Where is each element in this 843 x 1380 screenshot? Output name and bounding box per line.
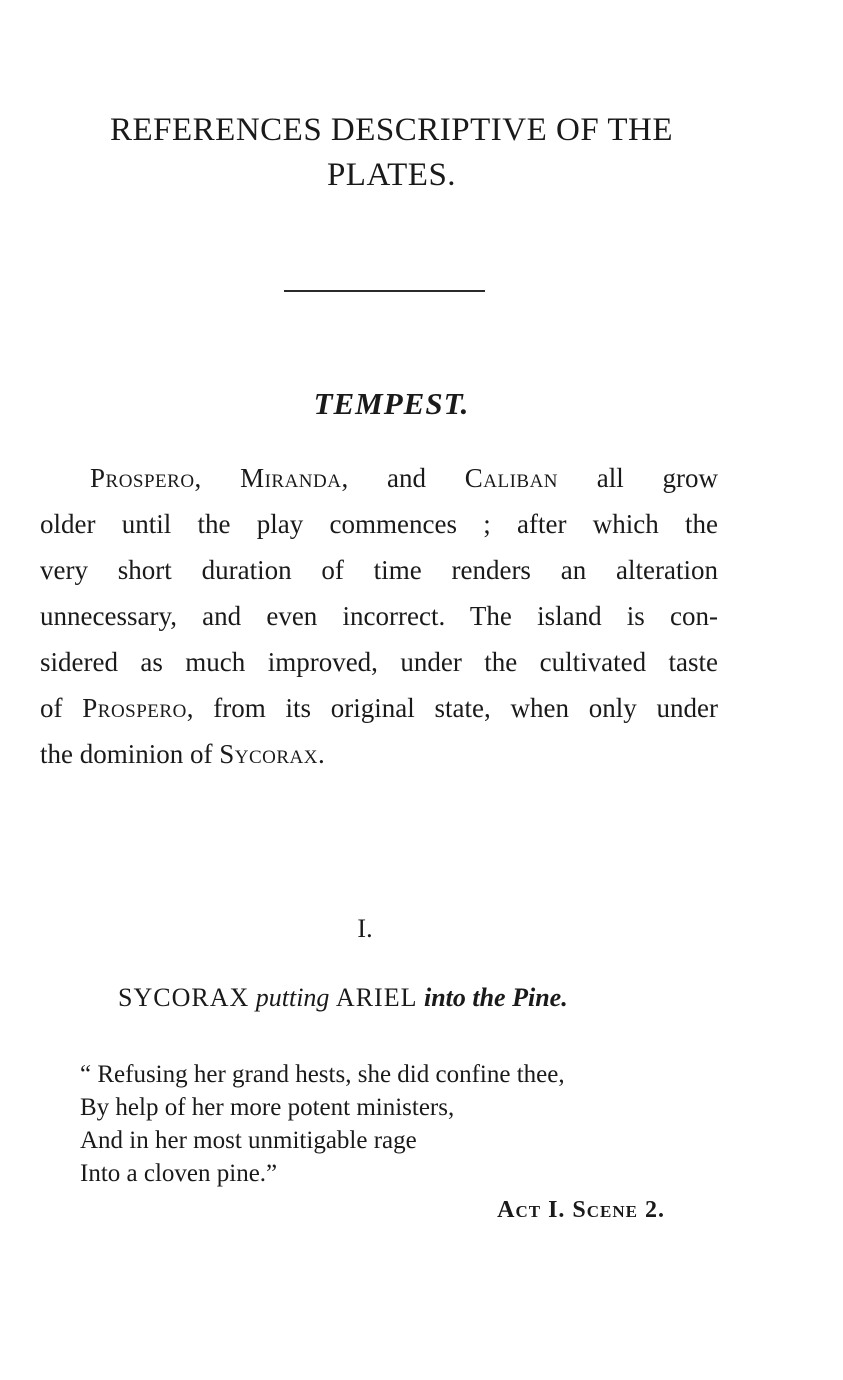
paragraph-line: sidered as much improved, under the cultivated taste [40,647,718,677]
paragraph-line: unnecessary, and even incorrect. The island is con- [40,601,718,631]
character-name: Sycorax [219,739,318,769]
citation: Act I. Scene 2. [497,1197,665,1223]
paragraph-line [40,455,718,501]
page-title [40,108,743,198]
text-fragment: all grow [558,463,719,493]
plate-title-object: ARIEL [335,983,418,1012]
horizontal-rule [284,290,485,292]
section-heading: TEMPEST. [313,386,470,421]
paragraph-line [40,685,718,731]
page-title-line-2: PLATES. [326,157,457,193]
text-fragment: of [40,693,83,723]
plate-title-phrase: into the [417,983,513,1012]
text-fragment: the dominion of [40,739,220,769]
character-name: Prospero [82,693,187,723]
plate-title-subject: SYCORAX [118,983,250,1012]
plate-title [118,983,568,1013]
paragraph-line [40,731,718,777]
paragraph-line: very short duration of time renders an alteration [40,555,718,585]
page-title-line-1: REFERENCES DESCRIPTIVE OF THE [109,112,674,148]
plate-number: I. [357,914,373,943]
text-fragment: . [317,739,325,769]
quotation-line: And in her most unmitigable rage [80,1127,417,1154]
plate-title-verb: putting [249,983,336,1012]
character-name: Prospero [90,463,195,493]
text-fragment: , from its original state, when only under [186,693,718,723]
body-paragraph [40,455,718,777]
paragraph-line: older until the play commences ; after which the [40,509,718,539]
quotation [80,1058,565,1190]
quotation-line: By help of her more potent ministers, [80,1094,455,1121]
text-fragment: , and [341,463,465,493]
quotation-line: “ Refusing her grand hests, she did confine thee, [80,1061,565,1088]
text-fragment: , [194,463,241,493]
character-name: Miranda [240,463,342,493]
plate-title-end: Pine. [512,983,568,1012]
character-name: Caliban [464,463,559,493]
quotation-line: Into a cloven pine.” [80,1160,278,1187]
